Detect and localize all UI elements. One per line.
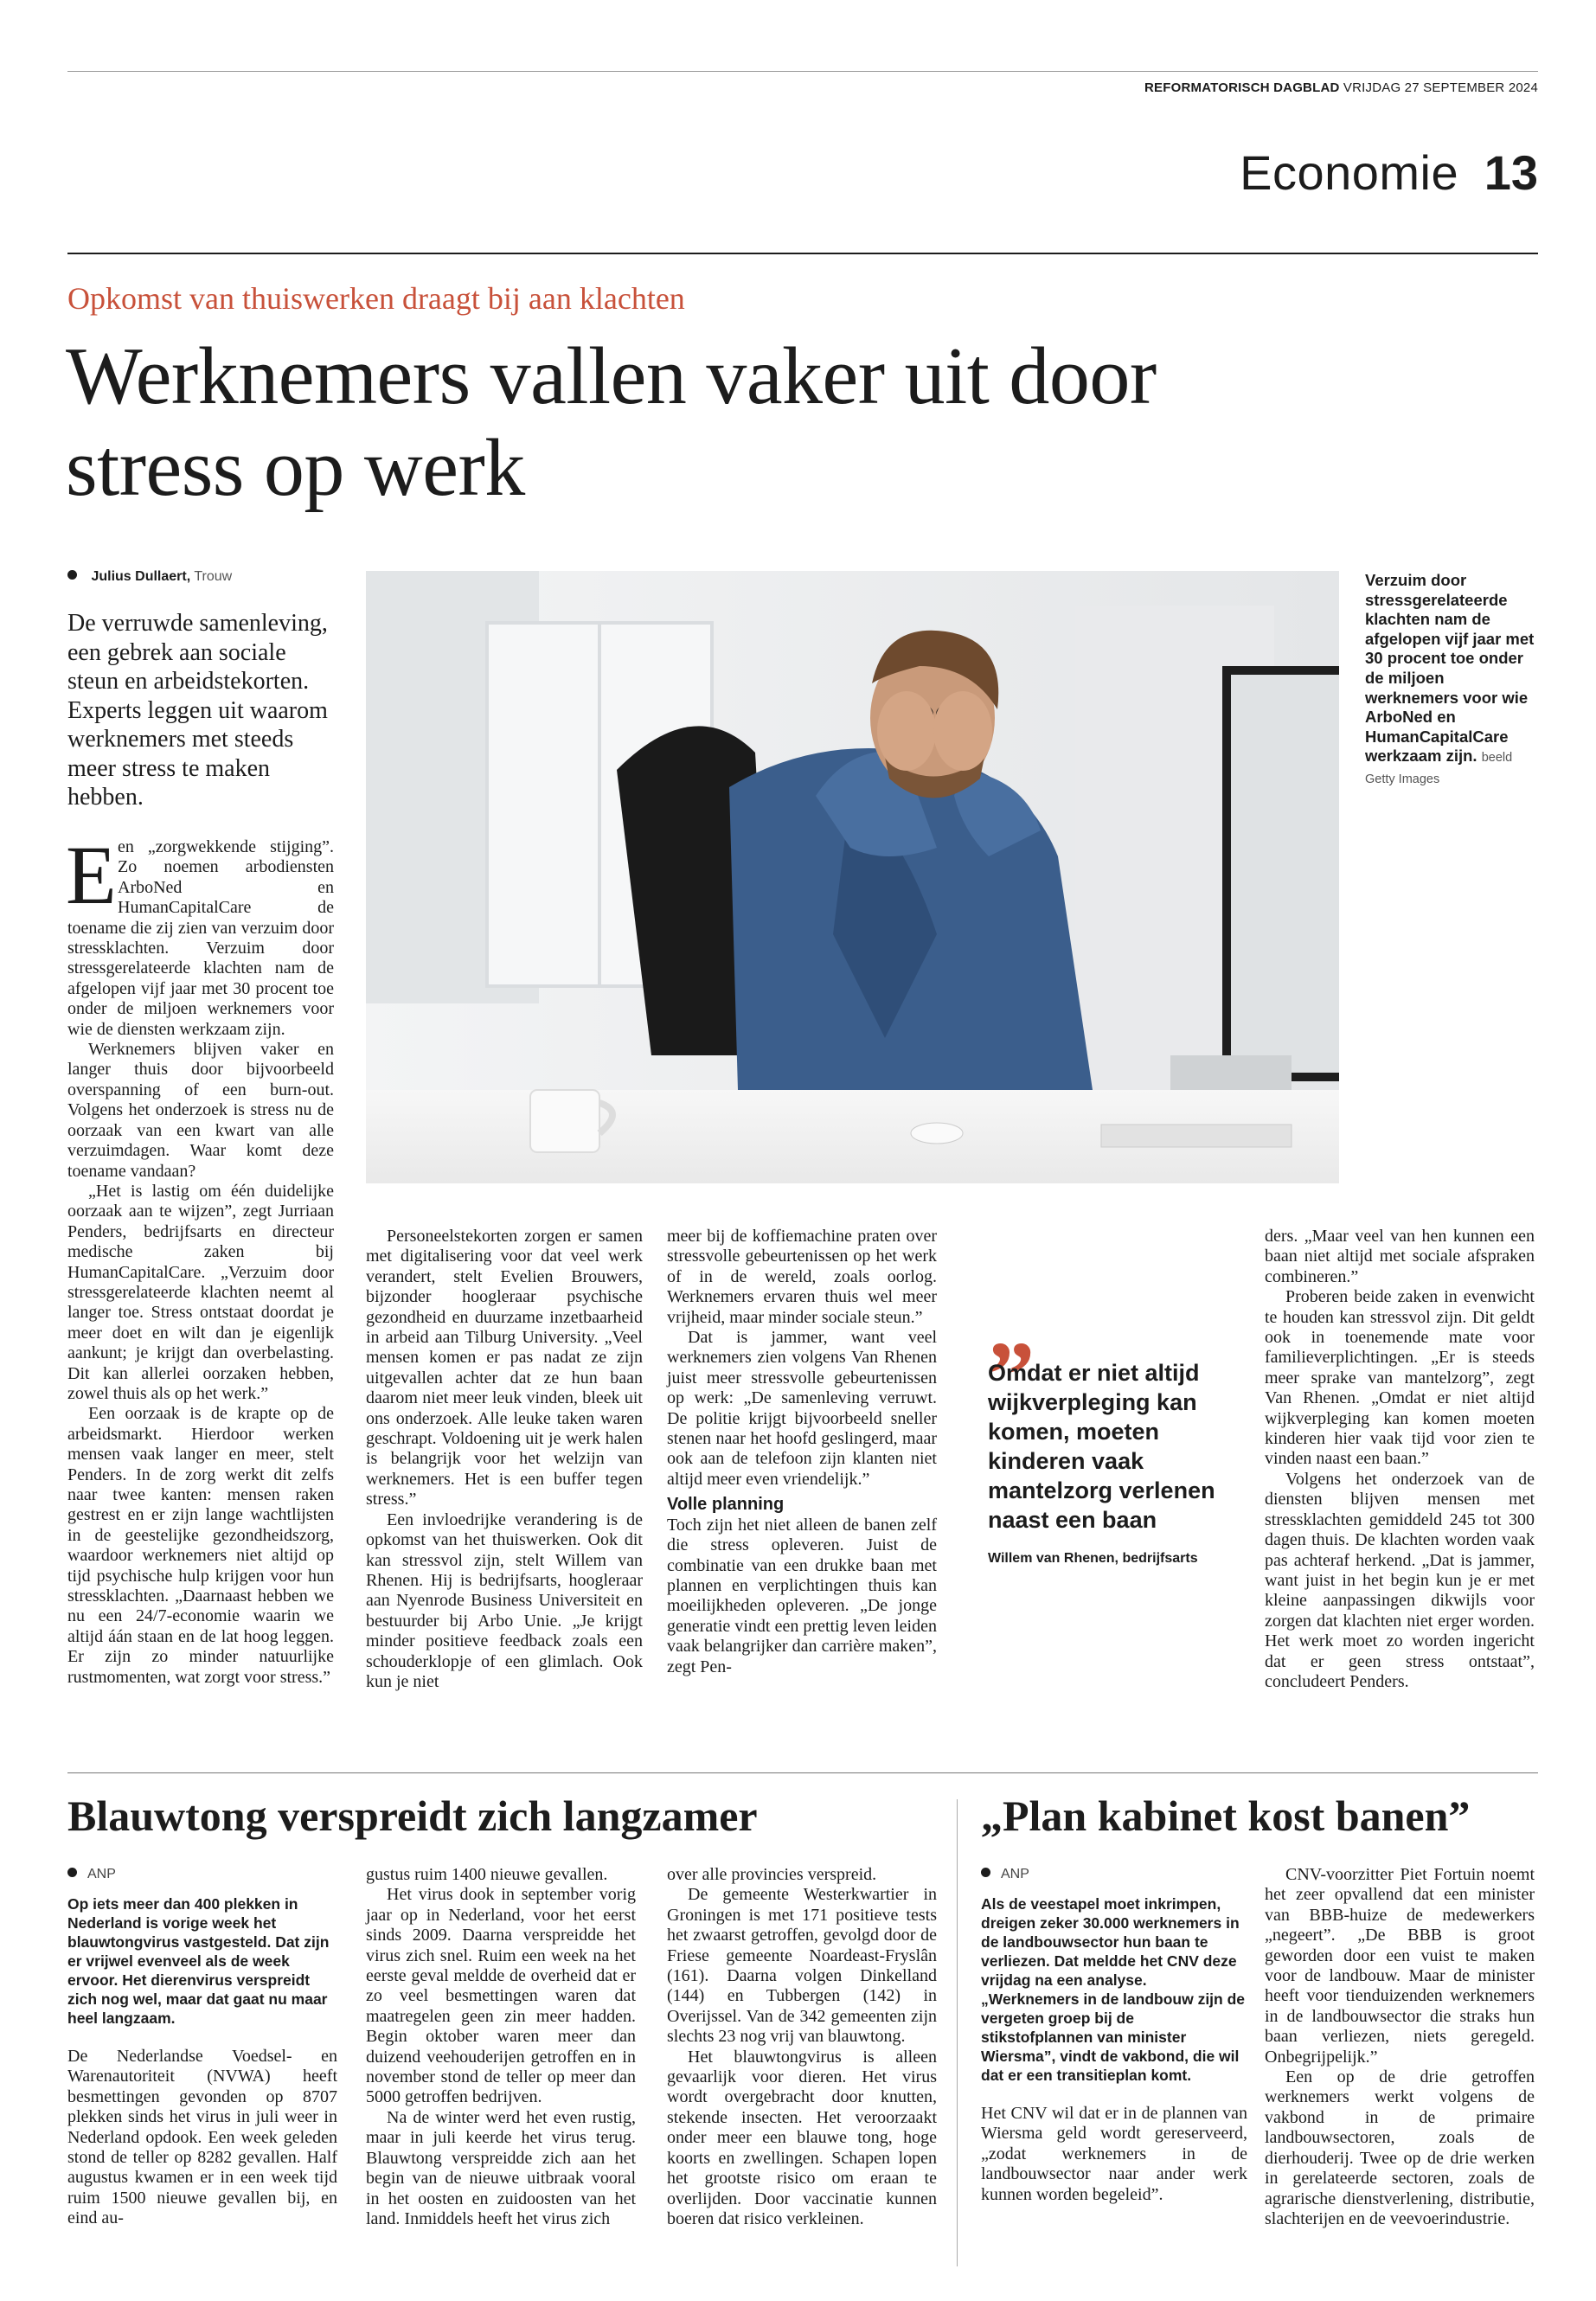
paragraph: Een oorzaak is de krapte op de arbeidsmarkt. Hierdoor werken mensen vaak langer en meer, stelt Penders. In de zorg werkt dit zelfs naar twee kanten: mensen raken gestrest en er zijn lange wachtlijsten in de geestelijke gezondheidszorg, waardoor werknemers niet altijd op tijd psychische hulp krijgen voor hun stressklachten. „Daarnaast hebben we nu een 24/7-economie waarin we altijd áán staan en de lat hoog leggen. Er zijn zo minder natuurlijke rustmomenten, wat zorgt voor stress.” — [67, 1404, 334, 1687]
paragraph: Na de winter werd het even rustig, maar in juli keerde het virus terug. Blauwtong verspreidde zich aan het begin van de nieuwe uitbraak vooral in het oosten en zuidoosten van het land. Inmiddels heeft het virus zich — [366, 2107, 636, 2228]
paragraph: gustus ruim 1400 nieuwe gevallen. — [366, 1865, 608, 1884]
subheading: Volle planning — [667, 1495, 785, 1515]
drop-cap: E — [66, 829, 117, 921]
quote-author: Willem van Rhenen, bedrijfsarts — [988, 1551, 1198, 1566]
paragraph: Dat is jammer, want veel werknemers zien volgens Van Rhenen juist meer stressvolle gebeurtenissen op werk: „De samenleving verruwt. De politie krijgt bijvoorbeeld sneller stenen naar het hoofd geslingerd, maar ook aan de telefoon zijn klanten niet altijd meer even vriendelijk.” — [667, 1328, 937, 1489]
blauwtong-column-1 — [67, 1894, 337, 2229]
blauwtong-lead: Op iets meer dan 400 plekken in Nederland is vorige week het blauwtongvirus vastgesteld. Dat zijn er vrijwel evenveel als de week ervoor. Het dierenvirus verspreidt zich nog wel, maar dat gaat nu maar heel langzaam. — [67, 1895, 330, 2027]
paragraph: „Het is lastig om één duidelijke oorzaak aan te wijzen”, zegt Jurriaan Penders, bedrijfsarts en directeur medische zaken bij HumanCapitalCare. „Verzuim door stressgerelateerde klachten neemt al langer toe. Stress ontstaat doordat je meer doet en wilt dan je eigenlijk aankunt; je krijgt dan overbelasting. Dit kan allerlei oorzaken hebben, zowel thuis als op het werk.” — [67, 1181, 334, 1403]
page-number: 13 — [1484, 145, 1538, 200]
kabinet-column-1 — [981, 1894, 1247, 2205]
main-column-2 — [366, 1227, 643, 1692]
paragraph: Het blauwtongvirus is alleen gevaarlijk voor dieren. Het virus wordt overgebracht door knutten, stekende insecten. Het veroorzaakt onder meer een blauwe tong, hoge koorts en zwellingen. Schapen lopen het grootste risico om eraan te overlijden. Door vaccinatie kunnen boeren dat risico verkleinen. — [667, 2047, 937, 2228]
blauwtong-headline: Blauwtong verspreidt zich langzamer — [67, 1791, 758, 1840]
quote-mark: „ — [988, 1272, 1035, 1378]
author-source: Trouw — [194, 569, 233, 584]
article-photo — [366, 571, 1339, 1183]
section-title: Economie — [1240, 145, 1459, 200]
paragraph: De Nederlandse Voedsel- en Warenautoriteit (NVWA) heeft besmettingen gevonden op 8707 plekken sinds het virus in juli weer in Nederland opdook. Een week geleden stond de teller op 8282 gevallen. Half augustus kwamen er in een week tijd ruim 1500 nieuwe gevallen bij, en eind au- — [67, 2047, 337, 2228]
main-column-3 — [667, 1227, 937, 1677]
paragraph: Volgens het onderzoek van de diensten blijven mensen met stressklachten gemiddeld 245 tot 300 dagen thuis. De klachten worden vaak pas achteraf herkend. „Dat is jammer, want juist in het begin kun je er met kleine aanpassingen dikwijls voor zorgen dat klachten niet erger worden. Het werk moet zo worden ingericht dat er geen stress ontstaat”, concludeert Penders. — [1265, 1469, 1535, 1691]
article-intro: De verruwde samenleving, een gebrek aan sociale steun en arbeidstekorten. Experts leggen uit waarom werknemers met steeds meer stress te maken hebben. — [67, 610, 328, 811]
main-column-1 — [66, 829, 334, 1688]
bottom-divider — [957, 1799, 958, 2266]
paragraph: CNV-voorzitter Piet Fortuin noemt het zeer opvallend dat een minister van BBB-huize de medewerkers „negeert”. „De BBB is groot geworden door een vuist te maken voor de landbouw. Maar de minister heeft voor tienduizenden werknemers in de landbouwsector die straks hun baan verliezen, niets geregeld. Onbegrijpelijk.” — [1265, 1865, 1535, 2067]
paragraph: Proberen beide zaken in evenwicht te houden kan stressvol zijn. Dit geldt ook in toenemende mate voor familieverplichtingen. „Er is steeds meer sprake van mantelzorg”, zegt Van Rhenen. „Omdat er niet altijd wijkverpleging kan komen moeten kinderen hier vaak tijd voor zien te vinden naast een baan.” — [1265, 1287, 1535, 1469]
issue-date: VRIJDAG 27 SEPTEMBER 2024 — [1343, 80, 1538, 95]
paragraph: Een invloedrijke verandering is de opkomst van het thuiswerken. Ook dit kan stressvol zijn, stelt Willem van Rhenen. Hij is bedrijfsarts, hoogleraar aan Nyenrode Business Universiteit en bestuurder bij Arbo Unie. „Je krijgt minder positieve feedback zoals een schouderklopje of een glimlach. Ook kun je niet — [366, 1509, 643, 1691]
author-name: Julius Dullaert, — [91, 569, 191, 584]
kabinet-column-2 — [1265, 1865, 1535, 2229]
top-rule — [67, 71, 1538, 72]
section-rule — [67, 253, 1538, 254]
paragraph: De gemeente Westerkwartier in Groningen is met 171 positieve tests het zwaarst getroffen, gevolgd door de Friese gemeente Noardeast-Fryslân (161). Daarna volgen Dinkelland (144) en Tubbergen (142) in Overijssel. Van de 342 gemeenten zijn slechts 23 nog vrij van blauwtong. — [667, 1885, 937, 2047]
paragraph: over alle provincies verspreid. — [667, 1865, 877, 1884]
kabinet-source: ANP — [981, 1867, 1029, 1882]
photo-caption — [1365, 571, 1535, 790]
paragraph: Werknemers blijven vaker en langer thuis door bijvoorbeeld overspanning of een burn-out. Volgens het onderzoek is stress nu de oorzaak van een kwart van alle verzuimdagen. Waar komt deze toename vandaan? — [67, 1040, 334, 1181]
blauwtong-column-3 — [667, 1865, 937, 2229]
paper-name: REFORMATORISCH DAGBLAD — [1144, 80, 1340, 95]
section-header — [1240, 147, 1538, 199]
paragraph: Personeelstekorten zorgen er samen met digitalisering voor dat veel werk verandert, stelt Evelien Brouwers, bijzonder hoogleraar psychische gezondheid en duurzame inzetbaarheid in arbeid aan Tilburg University. „Veel mensen komen er pas nadat ze zijn uitgevallen achter dat ze hun baan daarom niet meer leuk vinden, bleek uit ons onderzoek. Alle leuke taken waren geschrapt. Voldoening uit je werk halen is belangrijk voor het welzijn van werknemers. Het is een buffer tegen stress.” — [366, 1227, 643, 1509]
paragraph: en „zorgwekkende stijging”. Zo noemen arbodiensten ArboNed en HumanCapitalCare de toename die zij zien van verzuim door stressklachten. Verzuim door stressgerelateerde klachten nam de afgelopen vijf jaar met 30 procent toe onder de miljoen werknemers voor wie de diensten werkzaam zijn. — [67, 837, 334, 1039]
office-stress-image — [366, 571, 1339, 1183]
caption-text: Verzuim door stressgerelateerde klachten nam de afgelopen vijf jaar met 30 procent toe onder de miljoen werknemers voor wie ArboNed en HumanCapitalCare werkzaam zijn. — [1365, 571, 1535, 766]
kabinet-lead: Als de veestapel moet inkrimpen, dreigen zeker 30.000 werknemers in de landbouwsector hun baan te verliezen. Dat meldde het CNV deze vrijdag na een analyse. „Werknemers in de landbouw zijn de vergeten groep bij de stikstofplannen van minister Wiersma”, vindt de vakbond, die wil dat er een transitieplan komt. — [981, 1895, 1246, 2084]
paragraph: ders. „Maar veel van hen kunnen een baan niet altijd met sociale afspraken combineren.” — [1265, 1227, 1535, 1286]
bottom-section-rule — [67, 1772, 1538, 1773]
byline — [67, 569, 232, 585]
paragraph: Een op de drie getroffen werknemers werkt volgens de vakbond in de primaire landbouwsectoren, zoals de dierhouderij. Twee op de drie werken in gerelateerde sectoren, zoals de agrarische dienstverlening, distributie, slachterijen en de veevoerindustrie. — [1265, 2067, 1535, 2228]
kabinet-headline: „Plan kabinet kost banen” — [981, 1791, 1471, 1840]
caption-credit: beeld Getty Images — [1365, 751, 1513, 786]
paragraph: Het virus dook in september vorig jaar op in Nederland, voor het eerst sinds 2009. Daarna verspreidde het virus zich snel. Ruim een week na het eerste geval meldde de overheid dat er zo veel besmettingen waren dat maatregelen geen zin meer hadden. Begin oktober waren meer dan duizend veehouderijen getroffen en in november stond de teller op meer dan 5000 getroffen bedrijven. — [366, 1885, 636, 2107]
paragraph: Het CNV wil dat er in de plannen van Wiersma geld wordt gereserveerd, „zodat werknemers in de landbouwsector naar ander werk kunnen worden begeleid”. — [981, 2104, 1247, 2204]
quote-text: Omdat er niet altijd wijkverpleging kan komen, moeten kinderen vaak mantelzorg verlenen naast een baan — [988, 1360, 1215, 1533]
article-kicker: Opkomst van thuiswerken draagt bij aan klachten — [67, 281, 685, 316]
article-headline: Werknemers vallen vaker uit door stress op werk — [66, 331, 1157, 513]
paragraph: Toch zijn het niet alleen de banen zelf die stress opleveren. Juist de combinatie van een drukke baan met plannen en verplichtingen thuis kan moeilijkheden opleveren. „De jonge generatie vindt een prettig leven leiden vaak belangrijker dan carrière maken”, zegt Pen- — [667, 1515, 937, 1676]
pull-quote — [988, 1272, 1221, 1569]
masthead-line — [1144, 80, 1538, 95]
main-column-4 — [1265, 1227, 1535, 1692]
blauwtong-column-2 — [366, 1865, 636, 2229]
paragraph: meer bij de koffiemachine praten over stressvolle gebeurtenissen op het werk of in de wereld, zoals oorlog. Werknemers ervaren thuis wel meer vrijheid, maar minder sociale steun.” — [667, 1227, 937, 1327]
blauwtong-source: ANP — [67, 1867, 116, 1882]
